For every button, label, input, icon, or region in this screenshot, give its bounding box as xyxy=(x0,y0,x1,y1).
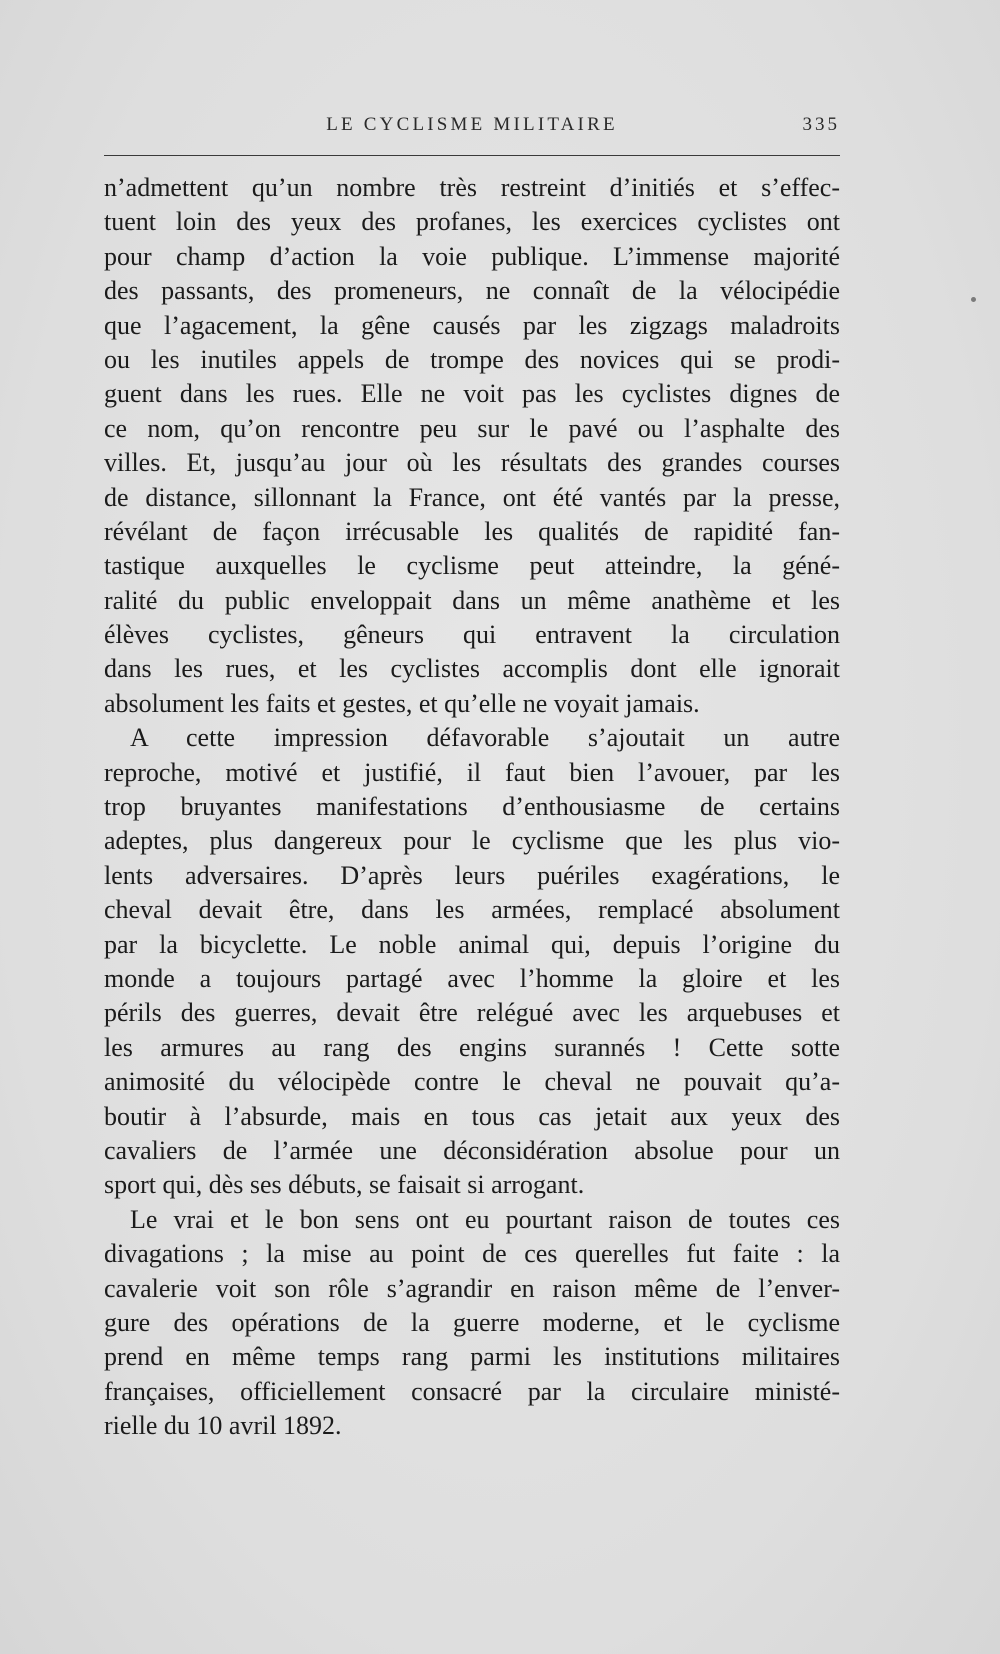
text-line: ralité du public enveloppait dans un même anathème et les xyxy=(104,585,840,615)
header-rule xyxy=(104,155,840,156)
paper-spot xyxy=(971,297,976,302)
text-line: dans les rues, et les cyclistes accomplis dont elle ignorait xyxy=(104,654,840,684)
page-number: 335 xyxy=(802,114,840,135)
text-line: pour champ d’action la voie publique. L’immense majorité xyxy=(104,241,840,271)
text-line: guent dans les rues. Elle ne voit pas les cyclistes dignes de xyxy=(104,379,840,409)
text-line: A cette impression défavorable s’ajoutait un autre xyxy=(130,723,840,753)
text-line: de distance, sillonnant la France, ont été vantés par la presse, xyxy=(104,482,840,512)
text-line: n’admettent qu’un nombre très restreint d’initiés et s’effec- xyxy=(104,173,840,202)
text-line: que l’agacement, la gêne causés par les zigzags maladroits xyxy=(104,310,840,340)
text-line: tuent loin des yeux des profanes, les exercices cyclistes ont xyxy=(104,207,840,237)
text-line: boutir à l’absurde, mais en tous cas jetait aux yeux des xyxy=(104,1101,840,1131)
text-line: gure des opérations de la guerre moderne, et le cyclisme xyxy=(104,1307,840,1337)
text-line: adeptes, plus dangereux pour le cyclisme que les plus vio- xyxy=(104,826,840,856)
text-line: des passants, des promeneurs, ne connaît de la vélocipédie xyxy=(104,276,840,306)
text-line: absolument les faits et gestes, et qu’elle ne voyait jamais. xyxy=(104,688,700,718)
text-line: cheval devait être, dans les armées, remplacé absolument xyxy=(104,895,840,925)
text-line: élèves cyclistes, gêneurs qui entravent la circulation xyxy=(104,620,840,650)
text-line: rielle du 10 avril 1892. xyxy=(104,1411,342,1441)
text-line: révélant de façon irrécusable les qualités de rapidité fan- xyxy=(104,516,840,546)
text-line: prend en même temps rang parmi les institutions militaires xyxy=(104,1342,840,1372)
text-line: ou les inutiles appels de trompe des novices qui se prodi- xyxy=(104,344,840,374)
text-line: divagations ; la mise au point de ces querelles fut faite : la xyxy=(104,1239,840,1269)
text-line: Le vrai et le bon sens ont eu pourtant raison de toutes ces xyxy=(130,1204,840,1234)
text-line: lents adversaires. D’après leurs puériles exagérations, le xyxy=(104,860,840,890)
text-line: périls des guerres, devait être relégué avec les arquebuses et xyxy=(104,998,840,1028)
text-line: cavaliers de l’armée une déconsidération absolue pour un xyxy=(104,1135,840,1165)
text-line: cavalerie voit son rôle s’agrandir en raison même de l’enver- xyxy=(104,1273,840,1303)
text-line: trop bruyantes manifestations d’enthousiasme de certains xyxy=(104,792,840,822)
running-head xyxy=(104,114,840,142)
text-line: villes. Et, jusqu’au jour où les résultats des grandes courses xyxy=(104,448,840,478)
text-line: ce nom, qu’on rencontre peu sur le pavé ou l’asphalte des xyxy=(104,413,840,443)
text-line: les armures au rang des engins surannés ! Cette sotte xyxy=(104,1032,840,1062)
text-line: sport qui, dès ses débuts, se faisait si arrogant. xyxy=(104,1170,585,1200)
text-line: par la bicyclette. Le noble animal qui, depuis l’origine du xyxy=(104,929,840,959)
text-line: françaises, officiellement consacré par la circulaire ministé- xyxy=(104,1376,840,1406)
body-text xyxy=(104,171,840,1443)
text-line: animosité du vélocipède contre le cheval ne pouvait qu’a- xyxy=(104,1067,840,1097)
text-line: reproche, motivé et justifié, il faut bien l’avouer, par les xyxy=(104,757,840,787)
text-line: tastique auxquelles le cyclisme peut atteindre, la géné- xyxy=(104,551,840,581)
running-title: LE CYCLISME MILITAIRE xyxy=(326,114,618,135)
text-line: monde a toujours partagé avec l’homme la gloire et les xyxy=(104,963,840,993)
